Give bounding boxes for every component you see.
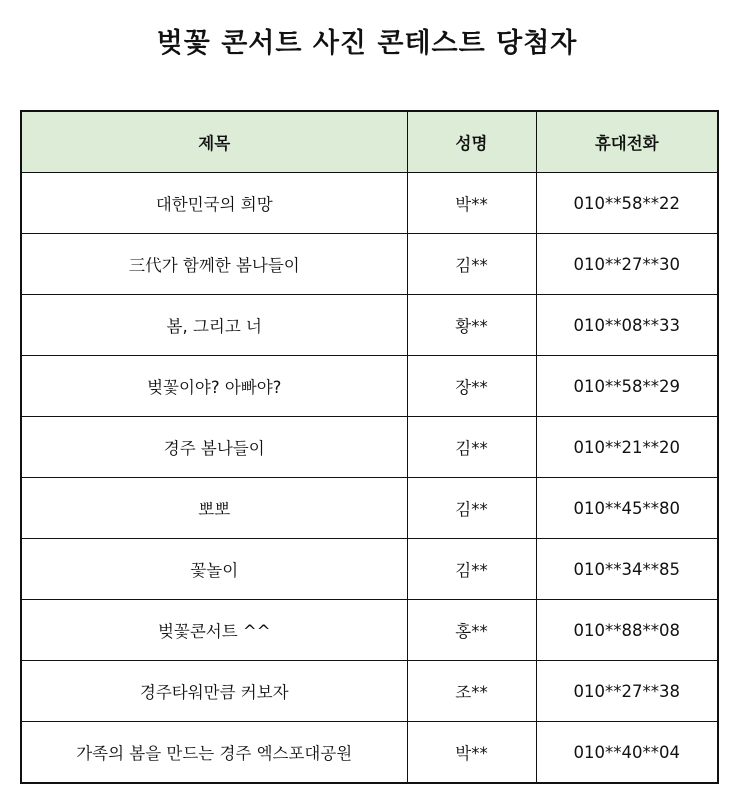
cell-phone: 010**08**33 (536, 295, 718, 356)
table-row (21, 417, 718, 478)
table-header (21, 111, 718, 173)
cell-title: 꽃놀이 (21, 539, 407, 600)
cell-title: 경주타워만큼 커보자 (21, 661, 407, 722)
column-header-title: 제목 (21, 111, 407, 173)
column-header-name: 성명 (407, 111, 536, 173)
table-row (21, 478, 718, 539)
cell-title: 대한민국의 희망 (21, 173, 407, 234)
cell-title: 三代가 함께한 봄나들이 (21, 234, 407, 295)
page-title: 벚꽃 콘서트 사진 콘테스트 당첨자 (156, 28, 578, 59)
cell-name: 김** (407, 417, 536, 478)
cell-name: 박** (407, 722, 536, 784)
cell-phone: 010**40**04 (536, 722, 718, 784)
cell-name: 조** (407, 661, 536, 722)
table-row (21, 356, 718, 417)
cell-name: 홍** (407, 600, 536, 661)
cell-phone: 010**27**38 (536, 661, 718, 722)
cell-title: 벚꽃콘서트 ^^ (21, 600, 407, 661)
cell-name: 장** (407, 356, 536, 417)
table-row (21, 173, 718, 234)
cell-title: 경주 봄나들이 (21, 417, 407, 478)
cell-phone: 010**34**85 (536, 539, 718, 600)
table-row (21, 295, 718, 356)
cell-name: 김** (407, 478, 536, 539)
cell-phone: 010**88**08 (536, 600, 718, 661)
cell-phone: 010**27**30 (536, 234, 718, 295)
table-row (21, 539, 718, 600)
table-body (21, 173, 718, 784)
cell-title: 봄, 그리고 너 (21, 295, 407, 356)
cell-title: 벚꽃이야? 아빠야? (21, 356, 407, 417)
table-row (21, 234, 718, 295)
cell-name: 박** (407, 173, 536, 234)
header-row (21, 111, 718, 173)
cell-phone: 010**58**22 (536, 173, 718, 234)
cell-phone: 010**58**29 (536, 356, 718, 417)
cell-name: 황** (407, 295, 536, 356)
table-row (21, 600, 718, 661)
cell-name: 김** (407, 539, 536, 600)
table-row (21, 661, 718, 722)
winners-table (20, 110, 719, 784)
table-row (21, 722, 718, 784)
cell-phone: 010**21**20 (536, 417, 718, 478)
cell-title: 뽀뽀 (21, 478, 407, 539)
column-header-phone: 휴대전화 (536, 111, 718, 173)
cell-name: 김** (407, 234, 536, 295)
cell-title: 가족의 봄을 만드는 경주 엑스포대공원 (21, 722, 407, 784)
cell-phone: 010**45**80 (536, 478, 718, 539)
